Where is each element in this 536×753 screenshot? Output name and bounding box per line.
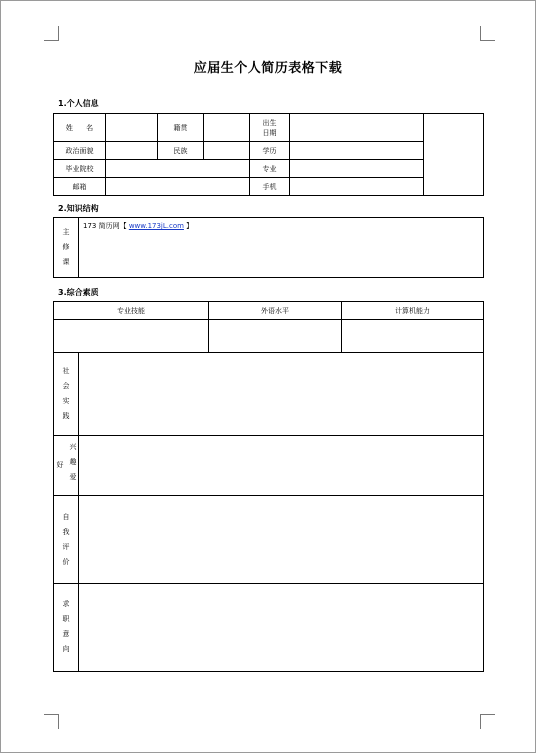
header-computer-skills: 计算机能力 xyxy=(395,306,430,315)
section-heading-personal: 1.个人信息 xyxy=(58,99,99,108)
label-email: 邮箱 xyxy=(72,183,87,191)
header-professional-skills: 专业技能 xyxy=(117,306,145,315)
label-ethnicity: 民族 xyxy=(173,146,188,155)
site-link[interactable]: www.173jL.com xyxy=(128,222,184,230)
table-rule xyxy=(53,141,423,142)
label-name: 姓 名 xyxy=(65,123,94,132)
table-rule xyxy=(289,113,290,196)
table-rule xyxy=(53,583,484,584)
table-rule xyxy=(53,177,423,178)
section-heading-knowledge: 2.知识结构 xyxy=(58,204,99,213)
table-rule xyxy=(105,113,106,196)
table-rule xyxy=(53,435,484,436)
crop-mark-top-right xyxy=(480,26,495,41)
table-rule xyxy=(78,217,79,278)
label-mobile: 手机 xyxy=(262,183,277,191)
label-major-courses: 主修课 xyxy=(62,228,70,266)
label-political-status: 政治面貌 xyxy=(65,146,94,155)
document-title: 应届生个人简历表格下载 xyxy=(193,61,343,76)
crop-mark-bottom-right xyxy=(480,714,495,729)
table-rule xyxy=(53,319,484,320)
label-school: 毕业院校 xyxy=(65,164,94,173)
label-birth-date: 出生 日期 xyxy=(262,118,277,137)
crop-mark-top-left xyxy=(44,26,59,41)
photo-area xyxy=(424,114,483,195)
table-rule xyxy=(53,352,484,353)
overall-quality-table xyxy=(53,301,484,672)
header-language-level: 外语水平 xyxy=(261,306,289,315)
label-native-place: 籍贯 xyxy=(173,123,188,132)
section-heading-overall: 3.综合素质 xyxy=(58,288,99,297)
table-rule xyxy=(78,352,79,672)
crop-mark-bottom-left xyxy=(44,714,59,729)
label-major: 专业 xyxy=(262,164,277,173)
label-job-intention: 求职意向 xyxy=(62,600,70,653)
table-rule xyxy=(53,159,423,160)
major-courses-content xyxy=(83,221,193,231)
courses-suffix: 】 xyxy=(183,222,194,230)
label-social-practice: 社会实践 xyxy=(62,367,70,420)
label-hobbies-tail: 好 xyxy=(56,461,64,469)
label-self-evaluation: 自我评价 xyxy=(62,513,70,566)
label-education: 学历 xyxy=(262,146,277,155)
courses-prefix: 173 简历网【 xyxy=(83,222,129,230)
label-hobbies: 兴趣爱 xyxy=(69,443,77,481)
table-rule xyxy=(53,495,484,496)
table-rule xyxy=(203,113,204,159)
